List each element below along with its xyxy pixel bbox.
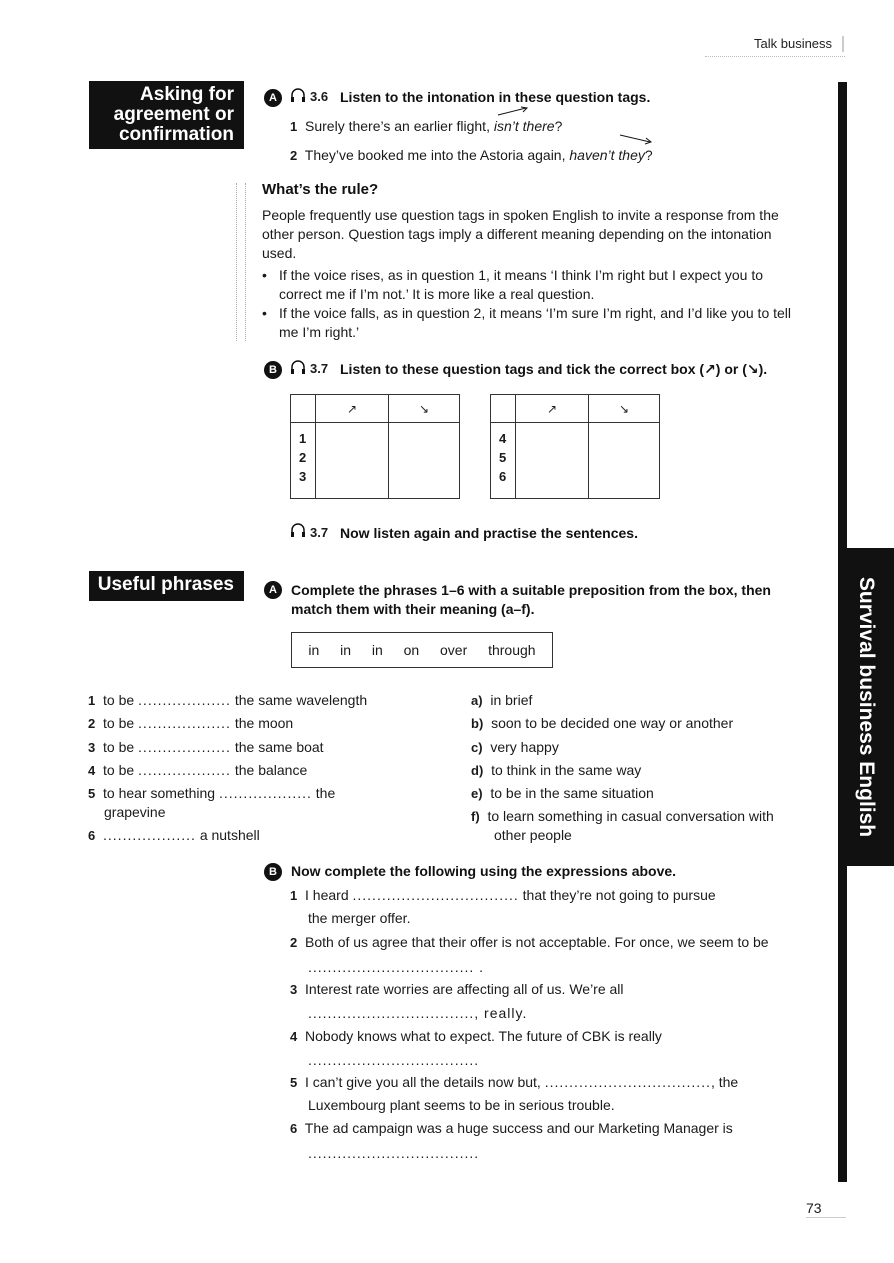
item-text: Both of us agree that their offer is not acceptable. For once, we seem to be [305, 934, 769, 950]
meaning-item [471, 784, 654, 803]
phrase-start: to be [103, 739, 135, 755]
completion-item [290, 1073, 738, 1092]
rise-column-header: ↗ [316, 395, 389, 423]
rule-bullet: If the voice falls, as in question 2, it means ‘I’m sure I’m right, and I’d like you to tell me I’m right.’ [279, 305, 792, 340]
completion-item [290, 886, 716, 905]
bullet-icon: • [262, 305, 267, 321]
meaning-letter: a) [471, 693, 483, 708]
instruction-text: ) or ( [715, 361, 747, 377]
table-corner [491, 395, 516, 423]
row-numbers [291, 423, 316, 499]
headphones-icon [289, 521, 307, 539]
listen-again-instruction: Now listen again and practise the sentences. [340, 525, 638, 541]
meaning-item [471, 761, 641, 780]
word-option: in [371, 642, 383, 658]
item-text: They’ve booked me into the Astoria again, [304, 147, 570, 163]
phrase-start: to be [103, 692, 135, 708]
rule-box-border [236, 183, 246, 341]
item-end: ? [554, 118, 563, 134]
meaning-continuation: other people [494, 827, 572, 843]
meaning-item [471, 807, 774, 826]
audio-track-number: 3.7 [310, 361, 329, 376]
audio-track-number: 3.7 [310, 525, 329, 540]
tick-box-fall[interactable] [589, 423, 660, 499]
row-number: 5 [499, 450, 507, 465]
item-text: I heard [305, 887, 353, 903]
instruction-text: Listen to these question tags and tick the correct box ( [340, 361, 705, 377]
phrase-end: the same wavelength [234, 692, 368, 708]
answer-blank[interactable]: ................... [218, 785, 312, 801]
item-number: 6 [290, 1121, 298, 1136]
meaning-letter: f) [471, 809, 480, 824]
exercise-item [290, 117, 562, 136]
phrase-start: to hear something [103, 785, 216, 801]
completion-item [290, 1119, 733, 1138]
section-label-line: confirmation [118, 124, 234, 145]
falling-intonation-arrow [618, 132, 654, 146]
word-option: on [403, 642, 420, 658]
audio-track-number: 3.6 [310, 89, 329, 104]
item-number: 5 [290, 1075, 298, 1090]
item-number: 2 [290, 148, 298, 163]
exercise-instruction: Now complete the following using the expressions above. [291, 863, 677, 879]
exercise-instruction: Listen to the intonation in these question tags. [340, 89, 651, 105]
item-number: 1 [290, 119, 298, 134]
headphones-icon [289, 86, 307, 104]
vertical-chapter-title: Survival business English [855, 576, 878, 838]
word-option: in [308, 642, 320, 658]
meaning-text: to be in the same situation [490, 785, 654, 801]
phrase-item [88, 761, 418, 780]
answer-blank[interactable]: .................................. . [308, 959, 485, 975]
running-header: Talk business [754, 36, 833, 51]
item-text: Surely there’s an earlier flight, [305, 118, 494, 134]
row-number: 1 [299, 431, 307, 446]
rising-intonation-arrow [496, 105, 530, 117]
tick-box-rise[interactable] [316, 423, 389, 499]
rule-bullet: If the voice rises, as in question 1, it means ‘I think I’m right but I expect you to correct me if I’m not.’ It is more like a real question. [279, 267, 764, 302]
tick-table-1 [290, 394, 460, 499]
exercise-badge-b: B [264, 863, 282, 881]
answer-blank[interactable]: ................... [138, 715, 231, 731]
section-label-line: agreement or [113, 104, 234, 125]
meaning-text: in brief [490, 692, 533, 708]
header-tick [842, 36, 844, 52]
rise-column-header: ↗ [516, 395, 589, 423]
meaning-letter: e) [471, 786, 483, 801]
item-number: 3 [88, 740, 96, 755]
row-numbers [491, 423, 516, 499]
row-number: 2 [299, 450, 307, 465]
word-option: over [440, 642, 468, 658]
item-end: ? [644, 147, 653, 163]
phrase-end: the [315, 785, 336, 801]
tick-table-2 [490, 394, 660, 499]
answer-blank[interactable]: ................... [138, 692, 231, 708]
meaning-letter: c) [471, 740, 483, 755]
item-text: Interest rate worries are affecting all of us. We’re all [305, 981, 624, 997]
fall-arrow-symbol: ↘ [746, 361, 759, 377]
phrase-end: the moon [234, 715, 294, 731]
item-number: 2 [88, 716, 96, 731]
completion-item [290, 933, 769, 952]
item-text: Nobody knows what to expect. The future of CBK is really [305, 1028, 662, 1044]
completion-item [290, 1027, 662, 1046]
phrase-item [88, 714, 418, 733]
meaning-letter: b) [471, 716, 484, 731]
item-text: that they’re not going to pursue [518, 887, 716, 903]
question-tag: isn’t there [493, 118, 555, 134]
header-rule [705, 56, 845, 57]
exercise-badge-b: B [264, 361, 282, 379]
meaning-text: to think in the same way [491, 762, 642, 778]
answer-blank[interactable]: ................... [138, 762, 231, 778]
item-continuation: Luxembourg plant seems to be in serious trouble. [308, 1097, 615, 1113]
item-continuation: the merger offer. [308, 910, 411, 926]
meaning-text: to learn something in casual conversation with [487, 808, 774, 824]
exercise-item [290, 146, 653, 165]
meaning-item [471, 691, 532, 710]
answer-blank[interactable]: ................................... [308, 1145, 480, 1161]
rule-body: People frequently use question tags in spoken English to invite a response from the other person. Question tags imply a different meaning depending on the intonation used. [262, 207, 779, 261]
meaning-text: very happy [490, 739, 559, 755]
phrase-item [88, 784, 418, 803]
item-number: 6 [88, 828, 96, 843]
meaning-text: soon to be decided one way or another [491, 715, 734, 731]
bullet-icon: • [262, 267, 267, 283]
phrase-continuation: grapevine [104, 804, 166, 820]
exercise-instruction [340, 361, 767, 378]
section-label-line: Asking for [140, 84, 234, 105]
phrase-end: a nutshell [199, 827, 260, 843]
answer-blank[interactable]: ................................... [308, 1052, 480, 1068]
meaning-letter: d) [471, 763, 484, 778]
row-number: 6 [499, 469, 507, 484]
row-number: 3 [299, 469, 307, 484]
row-number: 4 [499, 431, 507, 446]
rise-arrow-symbol: ↗ [704, 361, 716, 377]
fall-column-header: ↘ [589, 395, 660, 423]
phrase-start: to be [103, 715, 135, 731]
phrase-item [88, 691, 418, 710]
section-label-asking [89, 81, 244, 149]
word-box [291, 632, 553, 668]
phrase-start: to be [103, 762, 135, 778]
item-text: , the [710, 1074, 739, 1090]
page-number: 73 [806, 1200, 822, 1216]
meaning-item [471, 714, 733, 733]
section-label-text: Useful phrases [97, 574, 234, 595]
answer-blank[interactable]: .................................. [352, 887, 519, 903]
answer-blank[interactable]: .................................., really. [308, 1005, 528, 1021]
fall-column-header: ↘ [389, 395, 460, 423]
exercise-badge-a: A [264, 89, 282, 107]
item-number: 1 [88, 693, 96, 708]
phrase-end: the same boat [234, 739, 324, 755]
item-number: 4 [290, 1029, 298, 1044]
vertical-chapter-tab [838, 548, 894, 866]
phrase-item [88, 738, 418, 757]
item-number: 5 [88, 786, 96, 801]
headphones-icon [289, 358, 307, 376]
item-text: The ad campaign was a huge success and our Marketing Manager is [304, 1120, 733, 1136]
tick-box-rise[interactable] [516, 423, 589, 499]
completion-item [290, 980, 624, 999]
item-number: 1 [290, 888, 298, 903]
question-tag: haven’t they [569, 147, 645, 163]
answer-blank[interactable]: ................... [138, 739, 231, 755]
item-number: 4 [88, 763, 96, 778]
instruction-text: ). [758, 361, 768, 377]
exercise-instruction: Complete the phrases 1–6 with a suitable preposition from the box, then match them with their meaning (a–f). [291, 582, 771, 617]
answer-blank[interactable]: .................................. [544, 1074, 711, 1090]
word-option: in [340, 642, 352, 658]
item-number: 3 [290, 982, 298, 997]
exercise-badge-a: A [264, 581, 282, 599]
tick-box-fall[interactable] [389, 423, 460, 499]
table-corner [291, 395, 316, 423]
phrase-end: the balance [234, 762, 308, 778]
answer-blank[interactable]: ................... [103, 827, 196, 843]
rule-title: What’s the rule? [262, 181, 379, 198]
meaning-item [471, 738, 559, 757]
item-text: I can’t give you all the details now but, [305, 1074, 545, 1090]
word-option: through [488, 642, 536, 658]
phrase-item [88, 826, 418, 845]
section-label-useful [89, 571, 244, 601]
item-number: 2 [290, 935, 298, 950]
